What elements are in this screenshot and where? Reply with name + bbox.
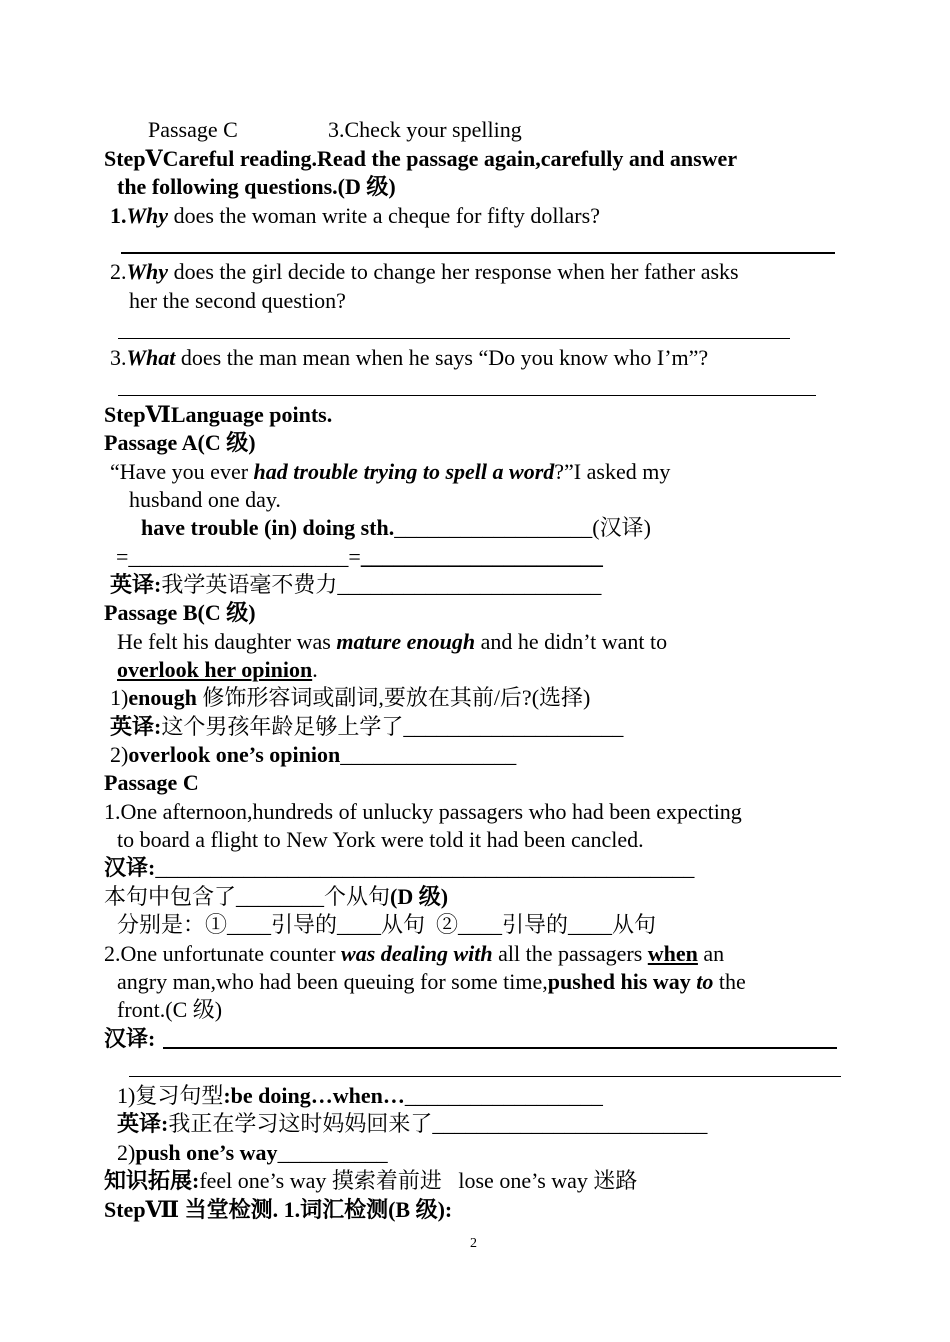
pb-p2-phrase: overlook one’s opinion: [128, 742, 341, 767]
q3-answer-line[interactable]: [118, 395, 816, 396]
question-1: [110, 202, 600, 230]
pc2-was-dealing-with: was dealing with: [341, 941, 493, 966]
pb-p1-text: 修饰形容词或副词,要放在其前/后?(选择): [196, 685, 591, 710]
pc-clause-text: 本句中包含了________个从句: [104, 884, 391, 909]
pc-translate-1-blank: _________________________________________________: [155, 855, 695, 880]
pc2-text-4: angry man,who had been queuing for some time,: [117, 969, 548, 994]
pc2-when: when: [647, 941, 698, 966]
pb-point-2: [110, 741, 516, 769]
pc-translate-3: [117, 1110, 707, 1138]
pb-translate-label: 英译:: [110, 714, 162, 739]
eq-blank-2: ______________________: [360, 544, 603, 569]
check-spelling-label: 3.Check your spelling: [328, 117, 522, 142]
pc-sentence-1: 1.One afternoon,hundreds of unlucky passagers who had been expecting: [104, 799, 742, 824]
pc2-text-2: all the passagers: [492, 941, 648, 966]
page-number: 2: [470, 1236, 477, 1251]
pb-p1-num: 1): [110, 685, 129, 710]
pa-text-2: ?”I asked my: [554, 459, 671, 484]
pc-sentence-1-cont: to board a flight to New York were told it had been cancled.: [117, 827, 644, 852]
q3-number: 3.: [110, 345, 127, 370]
knowledge-extension-label: 知识拓展:: [104, 1168, 200, 1193]
pc-translate-3-label: 英译:: [117, 1111, 169, 1136]
pa-translate-line: [110, 571, 601, 599]
pc-review-1-blank: __________________: [404, 1083, 603, 1108]
pb-text-1: He felt his daughter was: [117, 629, 337, 654]
passage-a-sentence: [110, 458, 670, 486]
pc-translate-2-line[interactable]: [163, 1047, 837, 1049]
q1-text: does the woman write a cheque for fifty dollars?: [168, 203, 600, 228]
pc2-text-1: 2.One unfortunate counter: [104, 941, 342, 966]
question-2-cont: her the second question?: [129, 288, 346, 313]
question-3: [110, 344, 708, 372]
pc-translate-1: [104, 854, 694, 882]
pa-phrase: had trouble trying to spell a word: [253, 459, 555, 484]
q2-text: does the girl decide to change her response when her father asks: [168, 259, 739, 284]
pc-review-2-phrase: push one’s way: [135, 1140, 278, 1165]
pc2-pushed-his-way: pushed his way: [547, 969, 697, 994]
pc-review-1: [117, 1082, 603, 1110]
pc-translate-2-line-2[interactable]: [129, 1076, 841, 1077]
pa-text-1: “Have you ever: [110, 459, 254, 484]
pc-review-2-num: 2): [117, 1140, 136, 1165]
pb-text-2: and he didn’t want to: [475, 629, 668, 654]
step5-heading: StepⅤCareful reading.Read the passage again,carefully and answer: [104, 146, 738, 171]
pb-period: .: [312, 657, 318, 682]
pb-point-1: [110, 684, 590, 712]
eq-blank-1: ____________________: [128, 544, 349, 569]
q1-answer-line[interactable]: [121, 252, 835, 254]
step6-heading: StepⅥLanguage points.: [104, 402, 333, 427]
passage-a-sentence-cont: husband one day.: [129, 487, 281, 512]
q1-why: Why: [126, 203, 169, 228]
step7-heading: StepⅦ 当堂检测. 1.词汇检测(B 级):: [104, 1197, 453, 1222]
passage-c-heading: Passage C: [104, 770, 199, 795]
passage-b-sentence-cont: [117, 656, 318, 684]
question-2: [110, 258, 739, 286]
pc-review-2: [117, 1139, 388, 1167]
pb-translate-text: 这个男孩年龄足够上学了____________________: [161, 714, 624, 739]
equals-line: [116, 543, 603, 571]
pc-clause-count: [104, 883, 448, 911]
pc2-to: to: [696, 969, 714, 994]
pc-translate-1-label: 汉译:: [104, 855, 156, 880]
pa-translate-label: 英译:: [110, 572, 162, 597]
pc-sentence-2-cont: [117, 968, 746, 996]
pc-review-1-label: 1)复习句型: [117, 1083, 224, 1108]
pc-clause-detail: 分别是：①____引导的____从句 ②____引导的____从句: [117, 912, 657, 937]
pc-review-2-blank: __________: [277, 1140, 388, 1165]
pb-overlook-phrase: overlook her opinion: [117, 657, 313, 682]
pc2-text-3: an: [697, 941, 725, 966]
pc-translate-3-text: 我正在学习这时妈妈回来了_________________________: [168, 1111, 708, 1136]
pb-p2-num: 2): [110, 742, 129, 767]
passage-a-heading: Passage A(C 级): [104, 430, 256, 455]
q2-why: Why: [126, 259, 169, 284]
step5-heading-cont: the following questions.(D 级): [117, 174, 396, 199]
pb-translate-line: [110, 713, 623, 741]
have-trouble-phrase: have trouble (in) doing sth.: [141, 515, 395, 540]
eq-1: =: [116, 544, 129, 569]
passage-b-sentence: [117, 628, 667, 656]
pc-translate-2-label: 汉译:: [104, 1026, 156, 1051]
knowledge-extension-text: feel one’s way 摸索着前进 lose one’s way 迷路: [199, 1168, 638, 1193]
pc-clause-level: (D 级): [390, 884, 449, 909]
q3-text: does the man mean when he says “Do you know who I’m”?: [175, 345, 709, 370]
pc-sentence-2: [104, 940, 724, 968]
passage-c-label: Passage C: [148, 117, 238, 142]
q1-number: 1.: [110, 203, 127, 228]
q2-number: 2.: [110, 259, 127, 284]
pc-sentence-2-end: front.(C 级): [117, 997, 223, 1022]
q2-answer-line[interactable]: [118, 338, 790, 339]
knowledge-extension: [104, 1167, 637, 1195]
pc-review-1-pattern: :be doing…when…: [223, 1083, 405, 1108]
have-trouble-line: [141, 514, 651, 542]
have-trouble-blank: __________________(汉译): [394, 515, 651, 540]
pa-translate-text: 我学英语毫不费力________________________: [161, 572, 602, 597]
pc2-text-5: the: [713, 969, 746, 994]
q3-what: What: [126, 345, 176, 370]
pb-p1-word: enough: [128, 685, 197, 710]
pb-mature-enough: mature enough: [336, 629, 476, 654]
passage-b-heading: Passage B(C 级): [104, 600, 256, 625]
pb-p2-blank: ________________: [340, 742, 517, 767]
eq-2: =: [348, 544, 361, 569]
